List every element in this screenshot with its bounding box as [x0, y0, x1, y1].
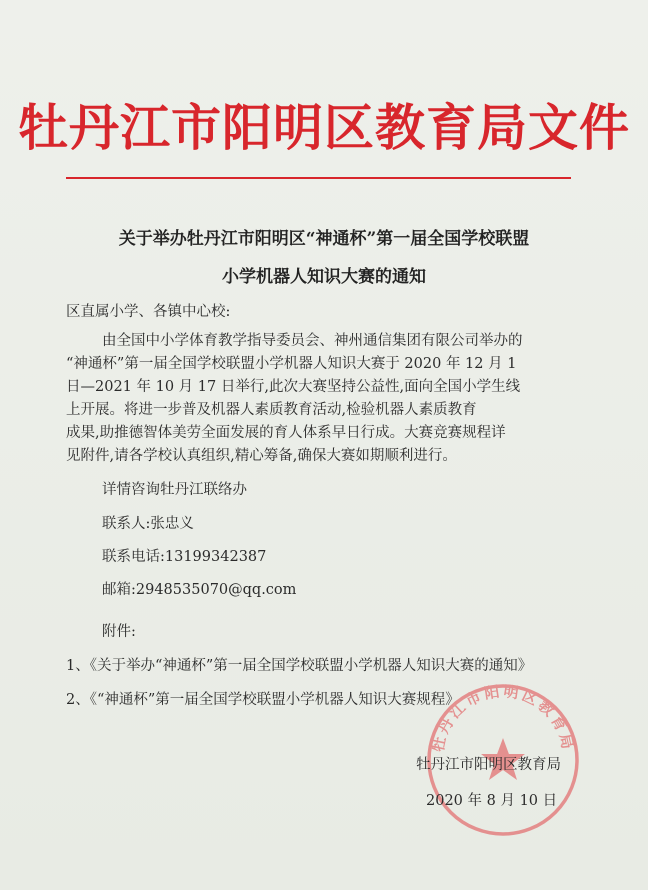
attachment-item: 1、《关于举办“神通杯”第一届全国学校联盟小学机器人知识大赛的通知》: [66, 658, 533, 674]
stamp-text: 牡丹江市阳明区教育局: [428, 682, 578, 754]
paragraph-line: 见附件,请各学校认真组织,精心筹备,确保大赛如期顺利进行。: [66, 448, 457, 464]
header-title: 牡丹江市阳明区教育局文件: [18, 99, 630, 157]
attachments-heading: 附件:: [102, 624, 136, 640]
notice-title-line-2: 小学机器人知识大赛的通知: [222, 267, 426, 287]
paragraph-line: “神通杯”第一届全国学校联盟小学机器人知识大赛于 2020 年 12 月 1: [66, 356, 517, 372]
red-rule-divider: [66, 177, 571, 179]
attachment-item: 2、《“神通杯”第一届全国学校联盟小学机器人知识大赛规程》: [66, 692, 460, 708]
paragraph-line: 日—2021 年 10 月 17 日举行,此次大赛坚持公益性,面向全国小学生线: [66, 379, 521, 395]
salutation: 区直属小学、各镇中心校:: [66, 304, 231, 320]
issue-date: 2020 年 8 月 10 日: [426, 793, 558, 809]
paragraph-line: 成果,助推德智体美劳全面发展的育人体系早日行成。大赛竞赛规程详: [66, 425, 506, 441]
contact-email: 邮箱:2948535070@qq.com: [102, 582, 297, 598]
contact-intro: 详情咨询牡丹江联络办: [102, 482, 247, 498]
issuer-signature: 牡丹江市阳明区教育局: [416, 757, 561, 773]
notice-title-line-1: 关于举办牡丹江市阳明区“神通杯”第一届全国学校联盟: [118, 229, 530, 249]
paragraph-line: 由全国中小学体育教学指导委员会、神州通信集团有限公司举办的: [102, 333, 523, 349]
contact-person: 联系人:张忠义: [102, 516, 194, 532]
paragraph-line: 上开展。将进一步普及机器人素质教育活动,检验机器人素质教育: [66, 402, 477, 418]
contact-phone: 联系电话:13199342387: [102, 549, 267, 565]
